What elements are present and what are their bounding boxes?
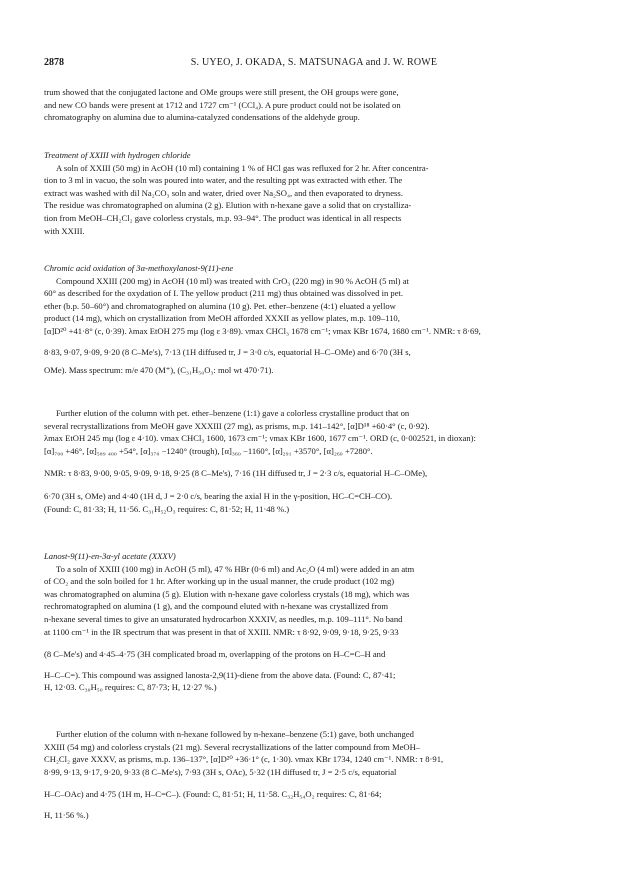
text-line: Compound XXIII (200 mg) in AcOH (10 ml) was treated with CrO₃ (220 mg) in 90 % AcOH (5 ml) at: [56, 275, 409, 286]
text-line: H–C–C=). This compound was assigned lanosta-2,9(11)-diene from the above data. (Found: C, 87·41;: [44, 669, 396, 680]
text-line: and new CO bands were present at 1712 and 1727 cm⁻¹ (CCl₄). A pure product could not be isolated on: [44, 99, 401, 110]
intro-paragraph: [44, 86, 576, 124]
text-line: with XXIII.: [44, 225, 85, 236]
text-line: chromatography on alumina due to alumina-catalyzed condensations of the aldehyde group.: [44, 112, 360, 123]
section-chromic-acid-oxidation: [44, 262, 576, 377]
text-line: extract was washed with dil Na₂CO₃ soln and water, dried over Na₂SO₄, and then evaporated to dryness.: [44, 187, 403, 198]
text-line: NMR: τ 8·83, 9·00, 9·05, 9·09, 9·18, 9·25 (8 C–Me's), 7·16 (1H diffused tr, J = 2·3 c/s, equatorial H–C–OMe),: [44, 468, 428, 479]
text-line: Further elution of the column with n-hexane followed by n-hexane–benzene (5:1) gave, both unchanged: [56, 729, 414, 739]
running-head: S. UYEO, J. OKADA, S. MATSUNAGA and J. W. ROWE: [190, 57, 438, 68]
text-line: several recrystallizations from MeOH gave XXXIII (27 mg), as prisms, m.p. 141–142°, [α]D¹⁸ +60·4° (c, 0·92).: [44, 420, 430, 431]
text-line: H, 11·56 %.): [44, 809, 89, 820]
section-title: Lanost-9(11)-en-3α-yl acetate (XXXV): [44, 551, 176, 561]
text-line: tion from MeOH–CH₂Cl₂ gave colorless crystals, m.p. 93–94°. The product was identical in all respects: [44, 212, 402, 223]
text-line: tion to 3 ml in vacuo, the soln was poured into water, and the resulting ppt was extracted with ether. The: [44, 175, 403, 186]
paragraph-further-elution-2: [44, 728, 576, 822]
text-line: λmax EtOH 245 mμ (log ε 4·10). νmax CHCl₃ 1600, 1673 cm⁻¹; νmax KBr 1600, 1677 cm⁻¹. ORD (c, 0·002521, in dioxan):: [44, 433, 476, 444]
text-line: 60° as described for the oxydation of I. The yellow product (211 mg) thus obtained was dissolved in pet.: [44, 288, 404, 299]
text-line: ether (b.p. 50–60°) and chromatographed on alumina (10 g). Pet. ether–benzene (4:1) eluated a yellow: [44, 300, 396, 311]
text-line: trum showed that the conjugated lactone and OMe groups were still present, the OH groups were gone,: [44, 87, 399, 97]
text-line: 8·83, 9·07, 9·09, 9·20 (8 C–Me's), 7·13 (1H diffused tr, J = 3·0 c/s, equatorial H–C–OMe) and 6·70 (3H s,: [44, 346, 411, 357]
text-line: of CO₂ and the soln boiled for 1 hr. After working up in the usual manner, the crude product (102 mg): [44, 576, 395, 587]
text-line: To a soln of XXIII (100 mg) in AcOH (5 ml), 47 % HBr (0·6 ml) and Ac₂O (4 ml) were added in an atm: [56, 563, 415, 574]
section-hcl-treatment: [44, 149, 576, 237]
text-line: OMe). Mass spectrum: m/e 470 (M⁺), (C₃₁H₅₀O₃: mol wt 470·71).: [44, 365, 274, 376]
text-line: (8 C–Me's) and 4·45–4·75 (3H complicated broad m, overlapping of the protons on H–C=C–H and: [44, 649, 386, 660]
text-line: 8·99, 9·13, 9·17, 9·20, 9·33 (8 C–Me's), 7·93 (3H s, OAc), 5·32 (1H diffused tr, J = 2·5 c/s, equatorial: [44, 766, 397, 777]
text-line: A soln of XXIII (50 mg) in AcOH (10 ml) containing 1 % of HCl gas was refluxed for 2 hr. After concentra-: [56, 162, 429, 173]
text-line: Further elution of the column with pet. ether–benzene (1:1) gave a colorless crystalline product that on: [56, 408, 410, 418]
text-line: product (14 mg), which on crystallization from MeOH afforded XXXII as yellow plates, m.p. 109–110,: [44, 313, 400, 324]
text-line: H, 12·03. C₃₀H₅₀ requires: C, 87·73; H, 12·27 %.): [44, 682, 217, 693]
text-line: XXIII (54 mg) and colorless crystals (21 mg). Several recrystallizations of the latter compound from MeOH–: [44, 741, 421, 752]
section-lanostenyl-acetate: [44, 550, 576, 694]
paragraph-further-elution-1: [44, 407, 576, 515]
text-line: n-hexane several times to give an unsaturated hydrocarbon XXXIV, as needles, m.p. 109–111°. No band: [44, 613, 403, 624]
text-line: H–C–OAc) and 4·75 (1H m, H–C=C–). (Found: C, 81·51; H, 11·58. C₃₂H₅₄O₂ requires: C, 81·64;: [44, 789, 382, 800]
text-line: [α]D²⁰ +41·8° (c, 0·39). λmax EtOH 275 mμ (log ε 3·89). νmax CHCl₃ 1678 cm⁻¹; νmax KBr 1674, 1680 cm⁻¹. NMR: τ 8·69,: [44, 325, 481, 336]
text-line: 6·70 (3H s, OMe) and 4·40 (1H d, J = 2·0 c/s, bearing the axial H in the γ-position, HC–C=CH–CO).: [44, 490, 393, 501]
text-line: (Found: C, 81·33; H, 11·56. C₃₁H₅₂O₃ requires: C, 81·52; H, 11·48 %.): [44, 503, 290, 514]
page-number: 2878: [44, 57, 64, 68]
text-line: rechromatographed on alumina (1 g), and the compound eluted with n-hexane was crystallized from: [44, 601, 389, 612]
text-line: The residue was chromatographed on alumina (2 g). Elution with n-hexane gave a solid that on crystalliza-: [44, 200, 412, 211]
text-line: was chromatographed on alumina (5 g). Elution with n-hexane gave colorless crystals (18 mg), which was: [44, 588, 410, 599]
text-line: CH₂Cl₂ gave XXXV, as prisms, m.p. 136–137°, [α]D²⁰ +36·1° (c, 1·30). νmax KBr 1734, 1240 cm⁻¹. NMR: τ 8·91,: [44, 754, 444, 765]
section-title: Treatment of XXIII with hydrogen chloride: [44, 150, 191, 160]
section-title: Chromic acid oxidation of 3α-methoxylanost-9(11)-ene: [44, 263, 234, 273]
text-line: [α]₇₀₀ +46°, [α]₅₈₉ ₄₀₀ +54°, [α]₃₇₀ −1240° (trough), [α]₃₆₀ −1160°, [α]₂₉₁ +3570°, [α]₂₆₀ +7280°.: [44, 445, 373, 456]
text-line: at 1100 cm⁻¹ in the IR spectrum that was present in that of XXIII. NMR: τ 8·92, 9·09, 9·18, 9·25, 9·33: [44, 626, 399, 637]
page-header: [44, 57, 584, 71]
